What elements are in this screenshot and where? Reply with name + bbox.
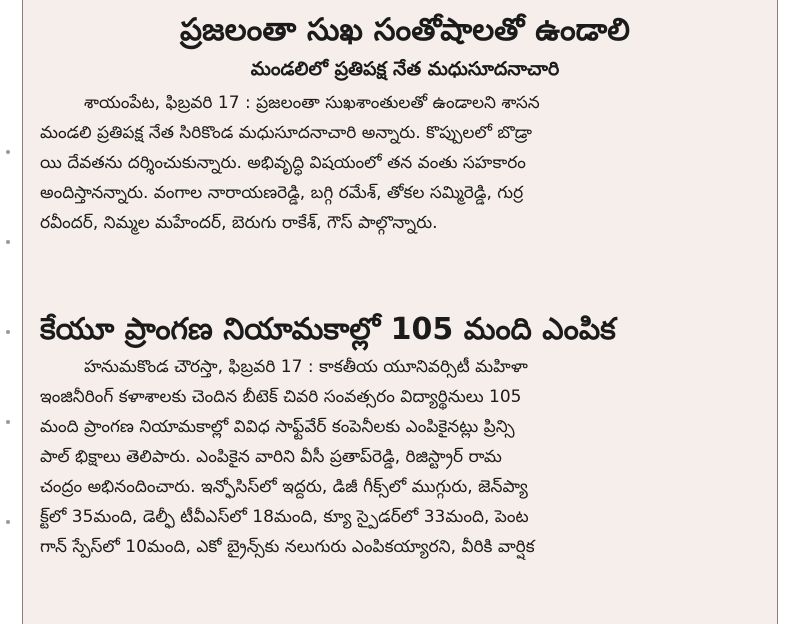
- margin-dot: [6, 150, 10, 154]
- article-1-headline: ప్రజలంతా సుఖ సంతోషాలతో ఉండాలి: [179, 12, 631, 48]
- body-line: ఇంజినీరింగ్‌ కళాశాలకు చెందిన బీటెక్‌ చివరి సంవత్సరం విద్యార్థినులు 105: [40, 387, 522, 407]
- margin-dot: [6, 520, 10, 524]
- article-1-body: [40, 88, 770, 238]
- margin-dot: [6, 240, 10, 244]
- margin-dot: [6, 420, 10, 424]
- body-line: అందిస్తానన్నారు. వంగాల నారాయణరెడ్డి, బగ్గి రమేశ్‌, తోకల సమ్మిరెడ్డి, గుర్ర: [40, 183, 524, 203]
- article-2-body: [40, 352, 770, 562]
- article-2-headline: కేయూ ప్రాంగణ నియామకాల్లో 105 మంది ఎంపిక: [40, 312, 616, 347]
- left-margin-strip: [0, 0, 22, 624]
- article-1-subheadline: మండలిలో ప్రతిపక్ష నేత మధుసూదనాచారి: [250, 58, 560, 80]
- body-line: యి దేవతను దర్శించుకున్నారు. అభివృద్ధి విషయంలో తన వంతు సహకారం: [40, 153, 526, 173]
- body-line: గాన్‌ స్పేస్‌లో 10మంది, ఎకో బ్రైన్స్‌కు నలుగురు ఎంపికయ్యారని, వీరికి వార్షిక: [40, 537, 535, 557]
- article-2: [40, 308, 770, 562]
- body-line: శాయంపేట, ఫిబ్రవరి 17 : ప్రజలంతా సుఖశాంతులతో ఉండాలని శాసన: [84, 93, 540, 113]
- margin-dot: [6, 330, 10, 334]
- body-line: మంది ప్రాంగణ నియామకాల్లో వివిధ సాఫ్ట్‌వేర్‌ కంపెనీలకు ఎంపికైనట్లు ప్రిన్సి: [40, 417, 515, 437]
- body-line: రవీందర్‌, నిమ్మల మహేందర్‌, బెరుగు రాకేశ్‌, గౌస్‌ పాల్గొన్నారు.: [40, 213, 438, 233]
- body-line: పాల్‌ భిక్షాలు తెలిపారు. ఎంపికైన వారిని వీసీ ప్రతాప్‌రెడ్డి, రిజిస్ట్రార్‌ రామ: [40, 447, 502, 467]
- body-line: మండలి ప్రతిపక్ష నేత సిరికొండ మధుసూదనాచారి అన్నారు. కొప్పులలో బొడ్రా: [40, 123, 532, 143]
- body-line: చంద్రం అభినందించారు. ఇన్ఫోసిస్‌లో ఇద్దరు, డిజీ గీక్స్‌లో ముగ్గురు, జెన్‌ప్యా: [40, 477, 528, 497]
- body-line: క్ట్‌లో 35మంది, డెల్ఫీ టీవీఎస్‌లో 18మంది, క్యూ స్పైడర్‌లో 33మంది, పెంట: [40, 507, 529, 527]
- article-1: [40, 8, 770, 238]
- body-line: హనుమకొండ చౌరస్తా, ఫిబ్రవరి 17 : కాకతీయ యూనివర్సిటీ మహిళా: [84, 357, 528, 377]
- right-margin-strip: [778, 0, 800, 624]
